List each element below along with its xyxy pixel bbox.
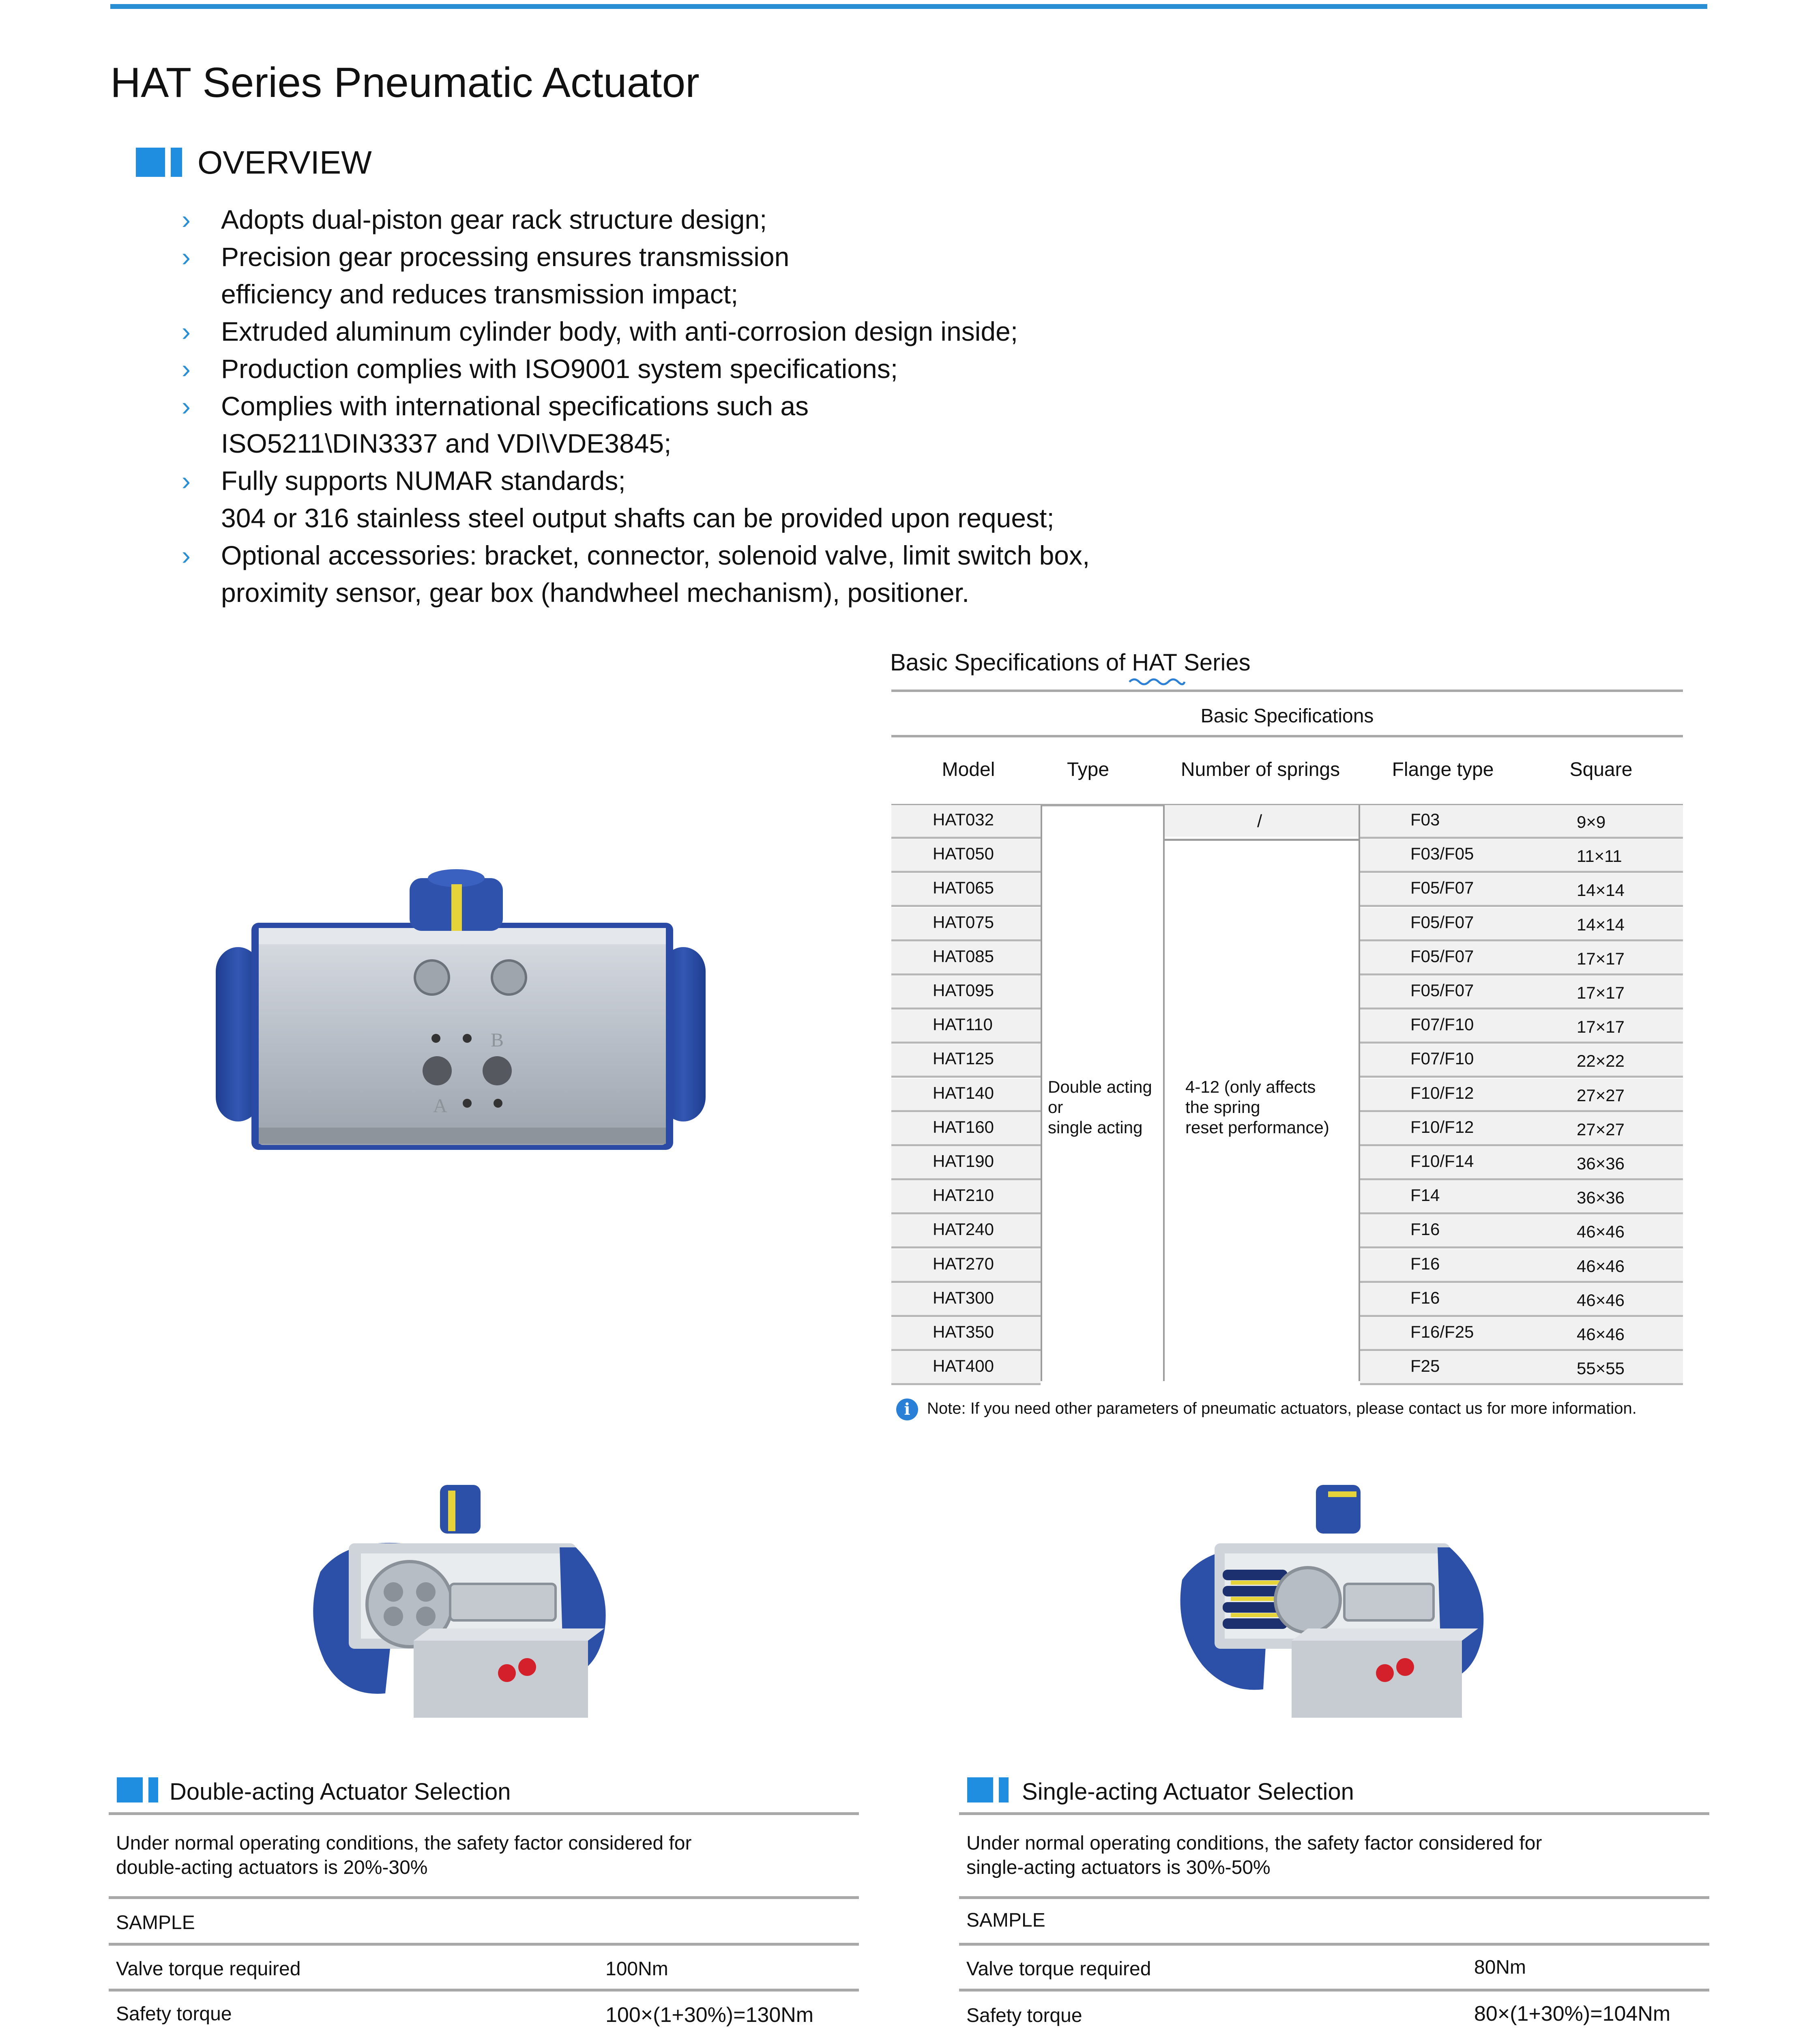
col-header-flange: Flange type [1392, 759, 1494, 780]
table-row [891, 942, 1683, 975]
square-cell: 55×55 [1577, 1359, 1625, 1378]
square-cell: 36×36 [1577, 1188, 1625, 1207]
square-cell: 14×14 [1577, 915, 1625, 934]
spec-table-title: Basic Specifications of HAT Series [890, 649, 1251, 676]
table-row [891, 1351, 1683, 1385]
col-header-model: Model [942, 759, 995, 780]
model-cell: HAT190 [933, 1151, 994, 1171]
chevron-right-icon: › [182, 466, 191, 496]
flange-cell: F14 [1410, 1186, 1440, 1205]
table-row [891, 1010, 1683, 1043]
table-row [891, 1181, 1683, 1214]
model-cell: HAT050 [933, 844, 994, 864]
square-cell: 46×46 [1577, 1290, 1625, 1310]
spec-note: i Note: If you need other parameters of pneumatic actuators, please contact us for more information. [896, 1399, 1637, 1420]
row-label: Safety torque [966, 2005, 1082, 2026]
flange-cell: F07/F10 [1410, 1049, 1474, 1068]
chevron-right-icon: › [182, 204, 191, 234]
flange-cell: F05/F07 [1410, 878, 1474, 898]
square-cell: 27×27 [1577, 1085, 1625, 1105]
row-label: Valve torque required [116, 1958, 301, 1980]
port-b-label: B [491, 1029, 504, 1051]
flange-cell: F05/F07 [1410, 912, 1474, 932]
flange-cell: F07/F10 [1410, 1015, 1474, 1034]
double-acting-panel [109, 1777, 859, 2028]
model-cell: HAT075 [933, 912, 994, 932]
flange-cell: F10/F12 [1410, 1083, 1474, 1102]
info-icon: i [896, 1399, 918, 1420]
model-cell: HAT110 [933, 1015, 993, 1034]
list-item: › Extruded aluminum cylinder body, with anti-corrosion design inside; [178, 313, 1152, 350]
overview-heading: OVERVIEW [197, 144, 372, 180]
row-value: 100Nm [605, 1958, 668, 1980]
flange-cell: F16 [1410, 1288, 1440, 1307]
chevron-right-icon: › [182, 540, 191, 570]
page-title: HAT Series Pneumatic Actuator [110, 59, 700, 106]
spec-group-header: Basic Specifications [1200, 705, 1374, 727]
flange-cell: F10/F14 [1410, 1151, 1474, 1171]
square-cell: 17×17 [1577, 949, 1625, 968]
square-cell: 46×46 [1577, 1325, 1625, 1344]
table-row [891, 1044, 1683, 1077]
chevron-right-icon: › [182, 242, 191, 272]
row-value: 100×(1+30%)=130Nm [605, 2003, 814, 2027]
flange-cell: F25 [1410, 1356, 1440, 1376]
flange-cell: F05/F07 [1410, 946, 1474, 966]
double-acting-cutaway-image [296, 1482, 620, 1734]
model-cell: HAT032 [933, 810, 994, 829]
model-cell: HAT240 [933, 1220, 994, 1239]
model-cell: HAT140 [933, 1083, 994, 1102]
table-row [891, 1147, 1683, 1180]
row-value: 80×(1+30%)=104Nm [1474, 2002, 1671, 2026]
table-row [891, 839, 1683, 872]
square-cell: 11×11 [1577, 846, 1622, 866]
list-item: › Optional accessories: bracket, connector, solenoid valve, limit switch box, proximity sensor, gear box (handwheel mechanism), positioner. [178, 537, 1152, 611]
row-label: Valve torque required [966, 1958, 1151, 1980]
square-cell: 27×27 [1577, 1119, 1625, 1139]
row-label: Safety torque [116, 2003, 232, 2025]
double-acting-description: Under normal operating conditions, the safety factor considered for double-acting actuators is 20%-30% [116, 1833, 692, 1878]
single-acting-cutaway-image [1174, 1482, 1498, 1734]
table-row [891, 1317, 1683, 1351]
overview-list [178, 201, 1152, 611]
port-a-label: A [433, 1095, 447, 1117]
square-cell: 17×17 [1577, 983, 1625, 1002]
single-acting-panel [959, 1777, 1709, 2028]
square-cell: 17×17 [1577, 1017, 1625, 1037]
flange-cell: F03/F05 [1410, 844, 1474, 864]
springs-cell: 4-12 (only affects the spring reset performance) [1185, 1077, 1329, 1137]
flange-cell: F03 [1410, 810, 1440, 829]
model-cell: HAT160 [933, 1117, 994, 1136]
table-row [891, 1215, 1683, 1248]
flange-cell: F16 [1410, 1220, 1440, 1239]
actuator-product-image [211, 860, 714, 1192]
col-header-type: Type [1067, 759, 1110, 780]
sample-label: SAMPLE [966, 1910, 1045, 1931]
square-cell: 9×9 [1577, 812, 1606, 831]
square-cell: 46×46 [1577, 1256, 1625, 1276]
model-cell: HAT400 [933, 1356, 994, 1376]
table-row [891, 805, 1683, 838]
chevron-right-icon: › [182, 391, 191, 421]
type-cell: Double acting or single acting [1048, 1077, 1152, 1137]
model-cell: HAT350 [933, 1322, 994, 1341]
model-cell: HAT085 [933, 946, 994, 966]
chevron-right-icon: › [182, 354, 191, 384]
single-acting-description: Under normal operating conditions, the safety factor considered for single-acting actuators is 30%-50% [966, 1833, 1542, 1878]
table-row [891, 976, 1683, 1009]
list-item: › Fully supports NUMAR standards; 304 or 316 stainless steel output shafts can be provided upon request; [178, 462, 1152, 537]
model-cell: HAT300 [933, 1288, 994, 1307]
model-cell: HAT125 [933, 1049, 994, 1068]
list-item: › Production complies with ISO9001 system specifications; [178, 350, 1152, 387]
flange-cell: F16 [1410, 1254, 1440, 1273]
square-cell: 36×36 [1577, 1154, 1625, 1173]
single-acting-heading: Single-acting Actuator Selection [1022, 1779, 1354, 1805]
square-cell: 46×46 [1577, 1222, 1625, 1242]
squiggle-underline-icon [1129, 677, 1185, 687]
model-cell: HAT270 [933, 1254, 994, 1273]
table-row [891, 1283, 1683, 1317]
row-value: 80Nm [1474, 1957, 1526, 1978]
top-accent-line [110, 4, 1707, 9]
model-cell: HAT065 [933, 878, 994, 898]
square-cell: 22×22 [1577, 1051, 1625, 1071]
list-item: › Complies with international specifications such as ISO5211\DIN3337 and VDI\VDE3845; [178, 387, 1152, 462]
model-cell: HAT210 [933, 1186, 994, 1205]
square-cell: 14×14 [1577, 881, 1625, 900]
flange-cell: F16/F25 [1410, 1322, 1474, 1341]
spec-title-highlight: HAT [1132, 649, 1178, 676]
double-acting-heading: Double-acting Actuator Selection [170, 1779, 511, 1805]
table-row [891, 908, 1683, 941]
model-cell: HAT095 [933, 981, 994, 1000]
col-header-square: Square [1569, 759, 1633, 780]
springs-first-cell: / [1257, 811, 1262, 831]
col-header-springs: Number of springs [1180, 759, 1340, 780]
flange-cell: F10/F12 [1410, 1117, 1474, 1136]
list-item: › Adopts dual-piston gear rack structure design; [178, 201, 1152, 238]
table-row [891, 873, 1683, 907]
flange-cell: F05/F07 [1410, 981, 1474, 1000]
sample-label: SAMPLE [116, 1912, 195, 1933]
chevron-right-icon: › [182, 316, 191, 346]
list-item: › Precision gear processing ensures transmission efficiency and reduces transmission impact; [178, 238, 1152, 313]
spec-table [891, 690, 1683, 1385]
table-row [891, 1249, 1683, 1283]
